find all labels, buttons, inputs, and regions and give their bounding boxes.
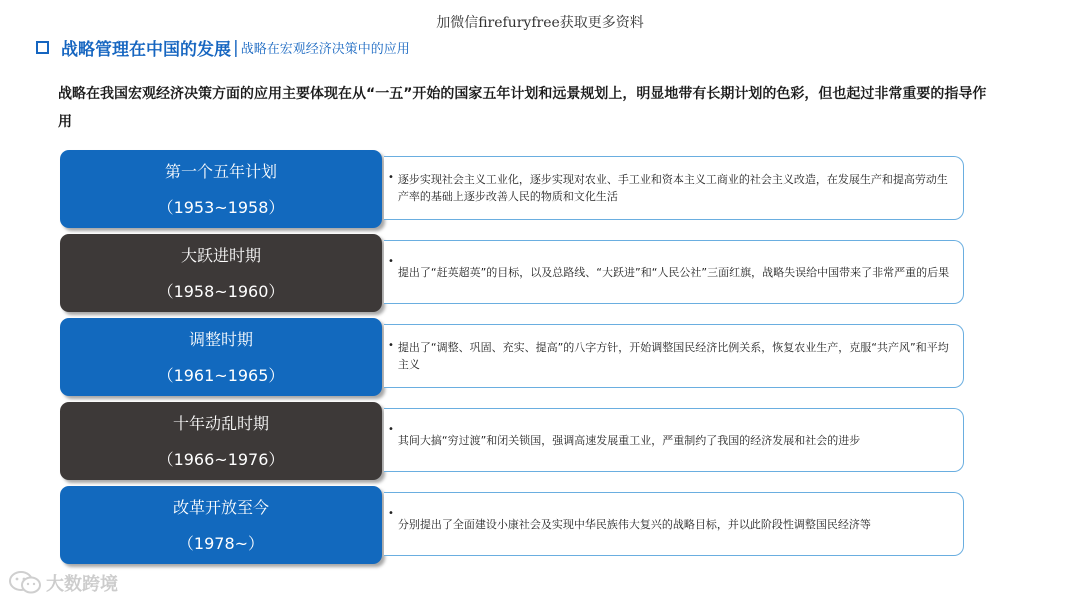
era-description: 提出了“调整、巩固、充实、提高”的八字方针，开始调整国民经济比例关系，恢复农业生产，克服“共产风”和平均主义 [397,341,949,371]
slide-header [36,35,410,60]
era-description: 逐步实现社会主义工业化，逐步实现对农业、手工业和资本主义工商业的社会主义改造，在发展生产和提高劳动生产率的基础上逐步改善人民的物质和文化生活 [397,173,948,203]
square-bullet-icon [36,41,49,54]
bullet-icon: • [388,508,394,519]
era-description-box [384,492,964,556]
watermark-text: 大数跨境 [46,574,118,595]
era-description-box [384,408,964,472]
era-name: 改革开放至今 [172,498,269,517]
bullet-icon: • [388,340,394,351]
era-box [60,234,382,312]
era-box [60,318,382,396]
era-years: （1953~1958） [157,198,285,217]
era-description-box [384,156,964,220]
era-description: 提出了“赶英超英”的目标，以及总路线、“大跃进”和“人民公社”三面红旗，战略失误给中国带来了非常严重的后果 [397,265,950,279]
era-years: （1978~） [177,534,265,553]
title-separator: | [233,37,239,58]
era-description-box [384,240,964,304]
slide-subtitle: 战略在宏观经济决策中的应用 [240,42,410,57]
wechat-logo-icon [8,570,42,596]
bullet-icon: • [388,256,394,267]
era-description: 分别提出了全面建设小康社会及实现中华民族伟大复兴的战略目标，并以此阶段性调整国民经济等 [397,517,871,531]
era-box [60,150,382,228]
bullet-icon: • [388,172,394,183]
watermark [8,570,118,596]
era-name: 大跃进时期 [180,246,261,265]
era-years: （1966~1976） [157,450,285,469]
era-description-box [384,324,964,388]
era-box [60,486,382,564]
slide-title: 战略管理在中国的发展 [61,40,231,60]
bullet-icon: • [388,424,394,435]
era-description: 其间大搞“穷过渡”和闭关锁国，强调高速发展重工业，严重制约了我国的经济发展和社会的进步 [397,433,861,447]
era-name: 十年动乱时期 [172,414,269,433]
era-name: 调整时期 [188,330,253,349]
intro-paragraph: 战略在我国宏观经济决策方面的应用主要体现在从“一五”开始的国家五年计划和远景规划上，明显地带有长期计划的色彩，但也起过非常重要的指导作用 [58,86,987,130]
top-note: 加微信firefuryfree获取更多资料 [436,15,644,31]
era-years: （1961~1965） [157,366,285,385]
era-box [60,402,382,480]
era-name: 第一个五年计划 [164,162,277,181]
era-years: （1958~1960） [157,282,285,301]
